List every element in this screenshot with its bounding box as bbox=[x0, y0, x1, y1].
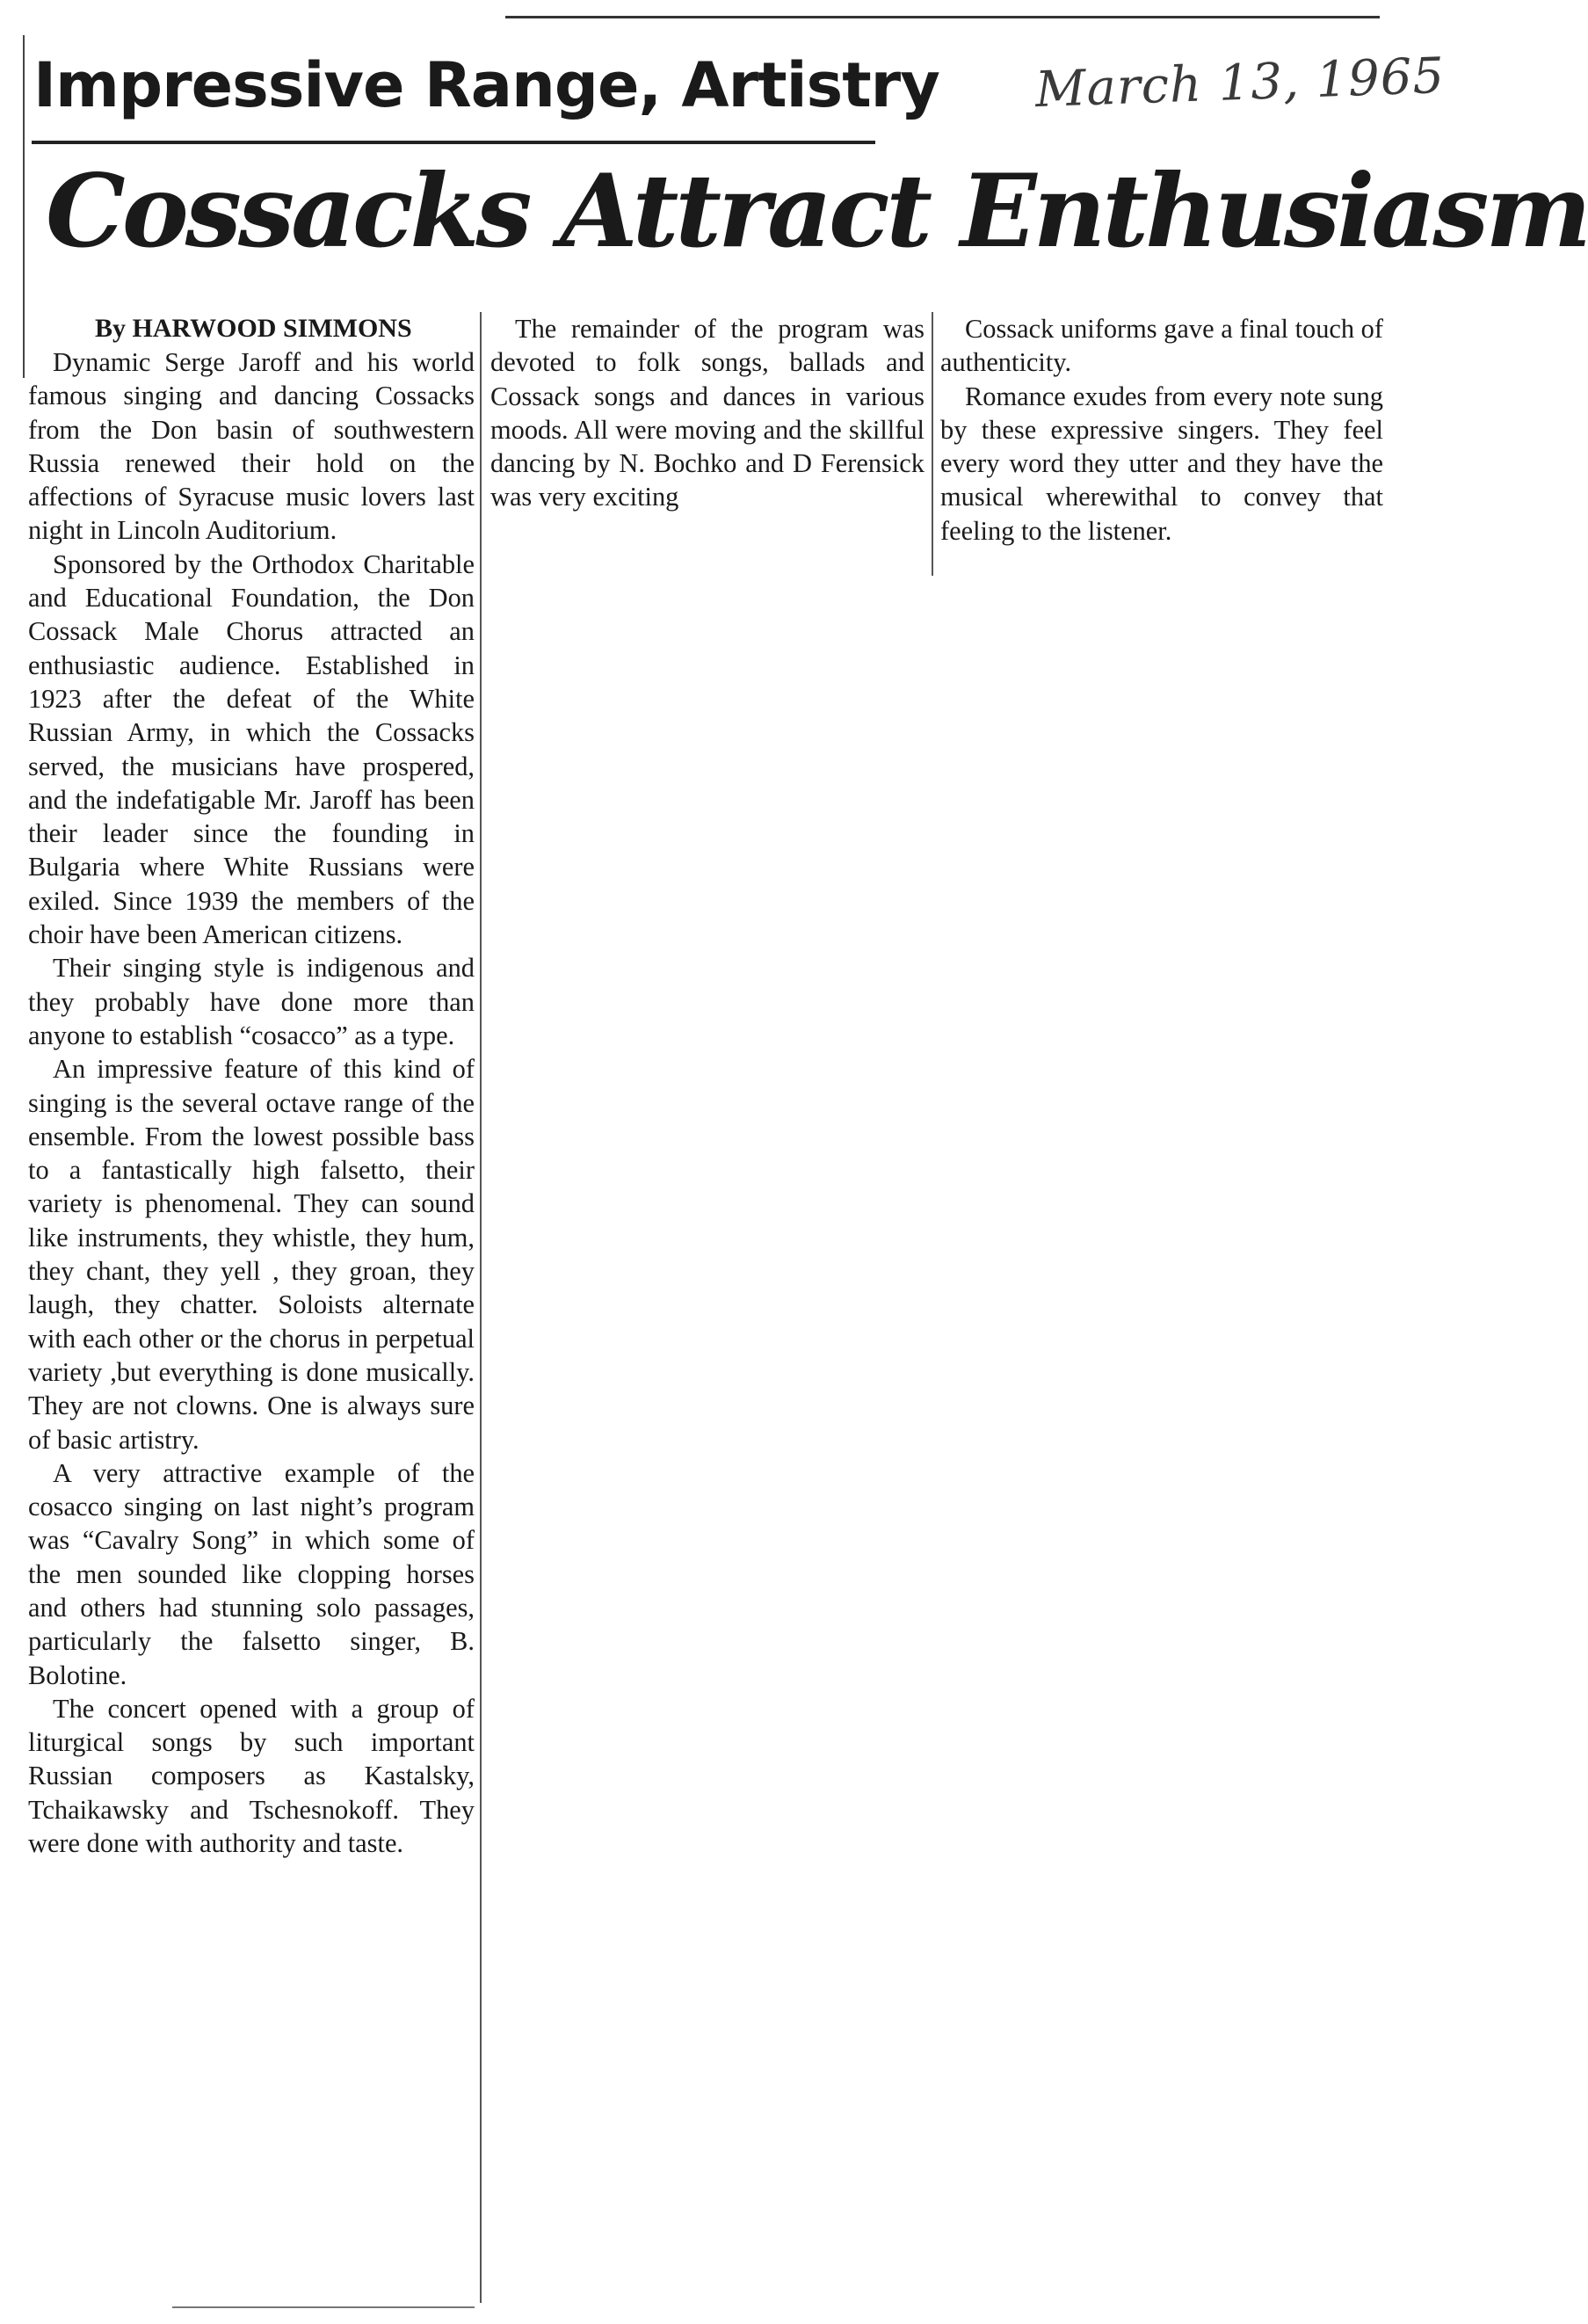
column-divider bbox=[480, 312, 482, 2303]
kicker-underline bbox=[32, 141, 875, 144]
article-column-1 bbox=[28, 312, 475, 1860]
main-headline: Cossacks Attract Enthusiasm bbox=[46, 152, 1588, 270]
paragraph: The remainder of the program was devoted to folk songs, ballads and Cossack songs and dances in various moods. All were moving and the skillful dancing by N. Bochko and D Ferensick was very exciting bbox=[490, 314, 925, 512]
paragraph: Sponsored by the Orthodox Charitable and Educational Foundation, the Don Cossack Male Chorus attracted an enthusiastic audience. Established in 1923 after the defeat of the White Russian Army, in which the Cossacks served, the musicians have prospered, and the indefatigable Mr. Jaroff has been their leader since the founding in Bulgaria where White Russians were exiled. Since 1939 the members of the choir have been American citizens. bbox=[28, 548, 475, 950]
paragraph: Dynamic Serge Jaroff and his world famous singing and dancing Cossacks from the Don basin of southwestern Russia renewed their hold on the affections of Syracuse music lovers last night in Lincoln Auditorium. bbox=[28, 347, 475, 546]
paragraph: An impressive feature of this kind of singing is the several octave range of the ensemble. From the lowest possible bass to a fantastically high falsetto, their variety is phenomenal. They can sound like instruments, they whistle, they hum, they chant, they yell , they groan, they laugh, they chatter. Soloists alternate with each other or the chorus in perpetual variety ,but everything is done musically. They are not clowns. One is always sure of basic artistry. bbox=[28, 1054, 475, 1455]
paragraph: Romance exudes from every note sung by these expressive singers. They feel every word they utter and they have the musical wherewithal to convey that feeling to the listener. bbox=[940, 381, 1383, 546]
article-column-3 bbox=[940, 312, 1383, 548]
paragraph: Cossack uniforms gave a final touch of authenticity. bbox=[940, 314, 1383, 378]
paragraph: The concert opened with a group of liturgical songs by such important Russian composers as Kastalsky, Tchaikawsky and Tschesnokoff. They were done with authority and taste. bbox=[28, 1693, 475, 1859]
handwritten-date: March 13, 1965 bbox=[1034, 47, 1447, 120]
column-divider bbox=[932, 312, 933, 576]
paragraph: Their singing style is indigenous and they probably have done more than anyone to establish “cosacco” as a type. bbox=[28, 953, 475, 1050]
top-rule bbox=[505, 16, 1380, 18]
bottom-rule bbox=[172, 2306, 475, 2308]
kicker-headline: Impressive Range, Artistry bbox=[33, 49, 939, 121]
paragraph: A very attractive example of the cosacco singing on last night’s program was “Cavalry Song” in which some of the men sounded like clopping horses and others had stunning solo passages, particularly the falsetto singer, B. Bolotine. bbox=[28, 1457, 475, 1690]
byline: By HARWOOD SIMMONS bbox=[95, 314, 412, 343]
article-column-2 bbox=[490, 312, 925, 514]
left-edge-rule bbox=[23, 35, 25, 378]
